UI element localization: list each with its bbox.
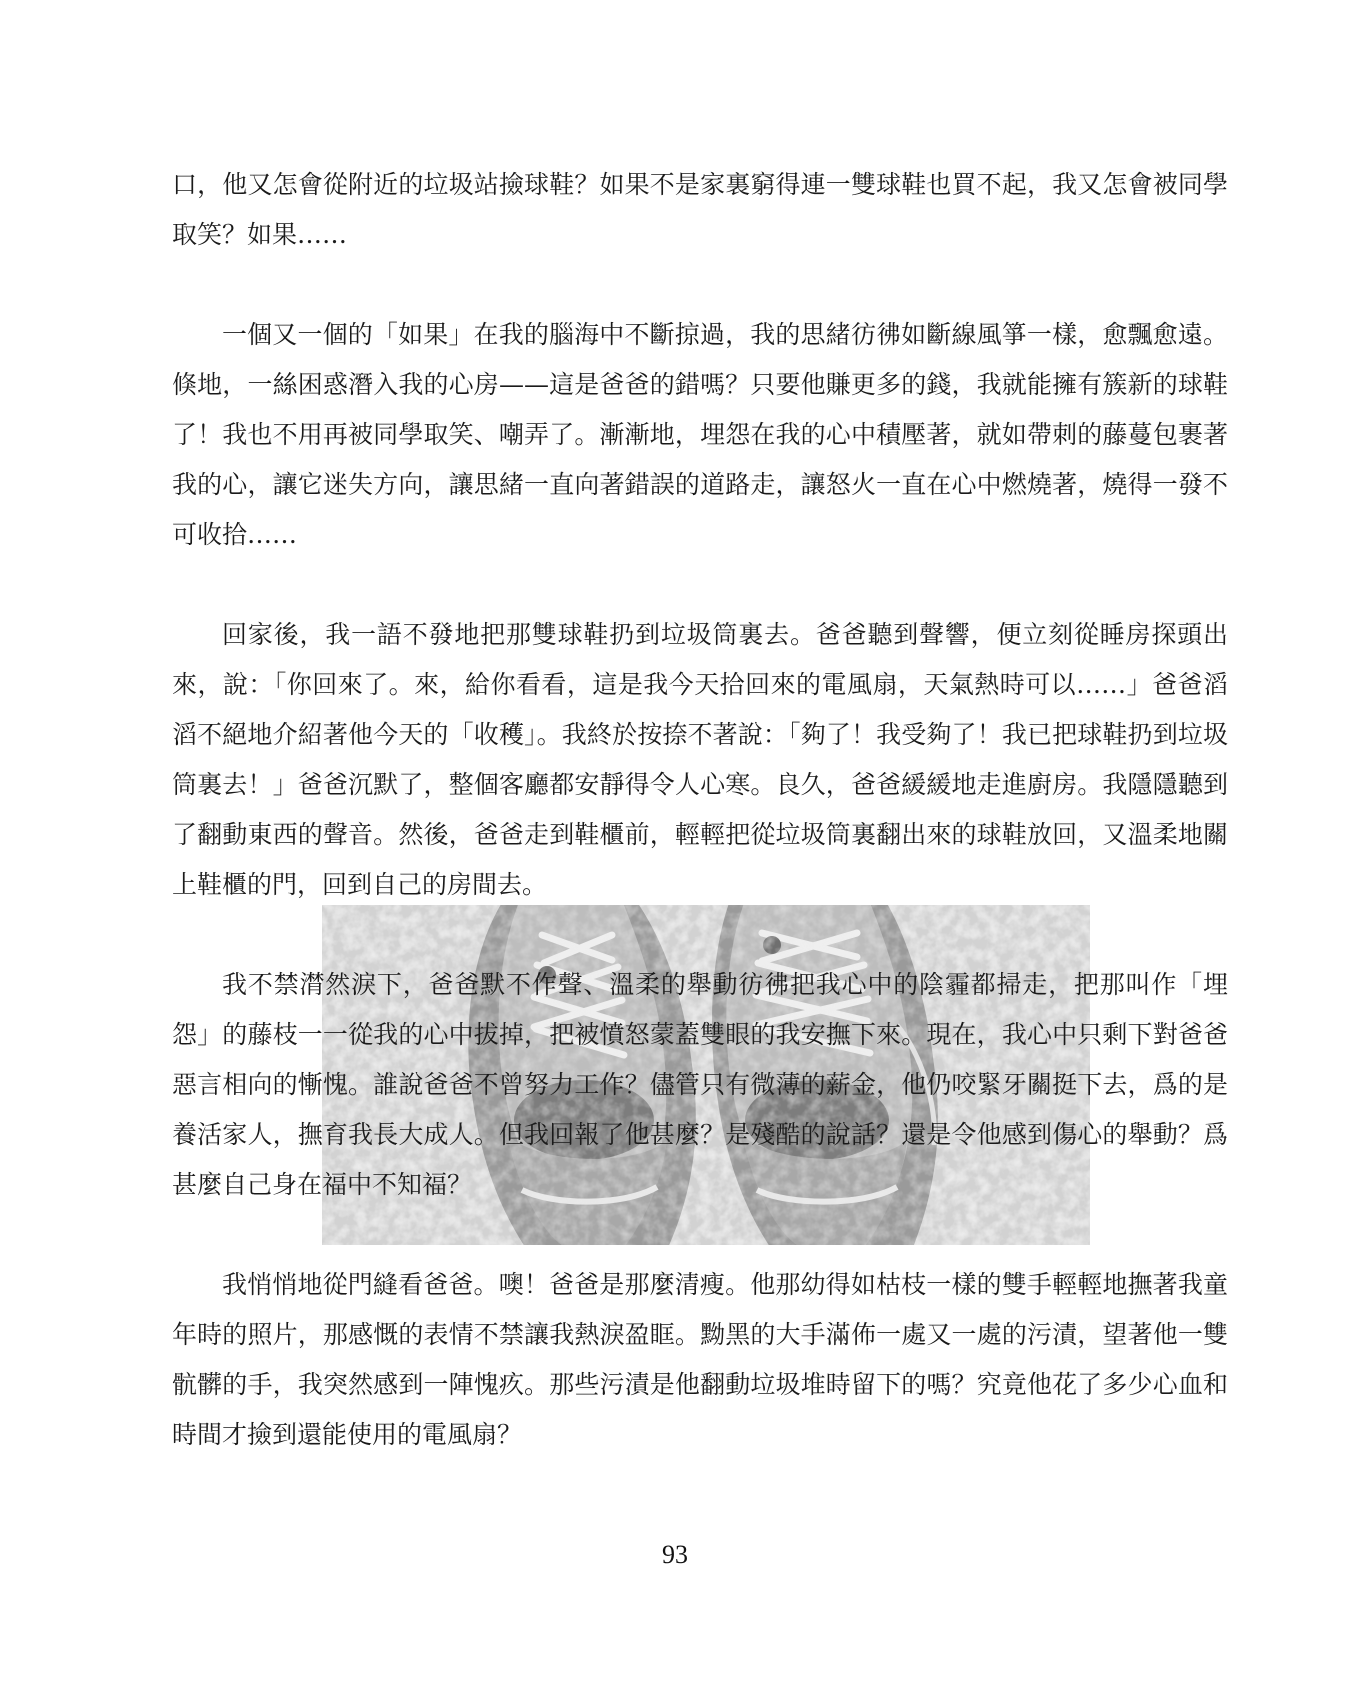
paragraph-1: 口，他又怎會從附近的垃圾站撿球鞋？如果不是家裏窮得連一雙球鞋也買不起，我又怎會被同學取笑？如果……: [172, 170, 1228, 249]
paragraph-2: 一個又一個的「如果」在我的腦海中不斷掠過，我的思緒彷彿如斷線風箏一樣，愈飄愈遠。倏地，一絲困惑潛入我的心房——這是爸爸的錯嗎？只要他賺更多的錢，我就能擁有簇新的球鞋了！我也不用再被同學取笑、嘲弄了。漸漸地，埋怨在我的心中積壓著，就如帶刺的藤蔓包裹著我的心，讓它迷失方向，讓思緒一直向著錯誤的道路走，讓怒火一直在心中燃燒著，燒得一發不可收拾……: [172, 320, 1228, 549]
page-number: 93: [662, 1540, 688, 1569]
paragraph-5: 我悄悄地從門縫看爸爸。噢！爸爸是那麼清瘦。他那幼得如枯枝一樣的雙手輕輕地撫著我童年時的照片，那感慨的表情不禁讓我熱淚盈眶。黝黑的大手滿佈一處又一處的污漬，望著他一雙骯髒的手，我突然感到一陣愧疚。那些污漬是他翻動垃圾堆時留下的嗎？究竟他花了多少心血和時間才撿到還能使用的電風扇？: [172, 1270, 1228, 1449]
body-text: [172, 160, 1228, 1460]
paragraph-4: 我不禁潸然淚下，爸爸默不作聲、溫柔的舉動彷彿把我心中的陰霾都掃走，把那叫作「埋怨」的藤枝一一從我的心中拔掉，把被憤怒蒙蓋雙眼的我安撫下來。現在，我心中只剩下對爸爸惡言相向的慚愧。誰說爸爸不曾努力工作？儘管只有微薄的薪金，他仍咬緊牙關挺下去，爲的是養活家人，撫育我長大成人。但我回報了他甚麼？是殘酷的說話？還是令他感到傷心的舉動？爲甚麼自己身在福中不知福？: [172, 970, 1228, 1199]
paragraph-3: 回家後，我一語不發地把那雙球鞋扔到垃圾筒裏去。爸爸聽到聲響，便立刻從睡房探頭出來，說：「你回來了。來，給你看看，這是我今天拾回來的電風扇，天氣熱時可以……」爸爸滔滔不絕地介紹著他今天的「收穫」。我終於按捺不著說：「夠了！我受夠了！我已把球鞋扔到垃圾筒裏去！」爸爸沉默了，整個客廳都安靜得令人心寒。良久，爸爸緩緩地走進廚房。我隱隱聽到了翻動東西的聲音。然後，爸爸走到鞋櫃前，輕輕把從垃圾筒裏翻出來的球鞋放回，又溫柔地關上鞋櫃的門，回到自己的房間去。: [172, 620, 1228, 899]
